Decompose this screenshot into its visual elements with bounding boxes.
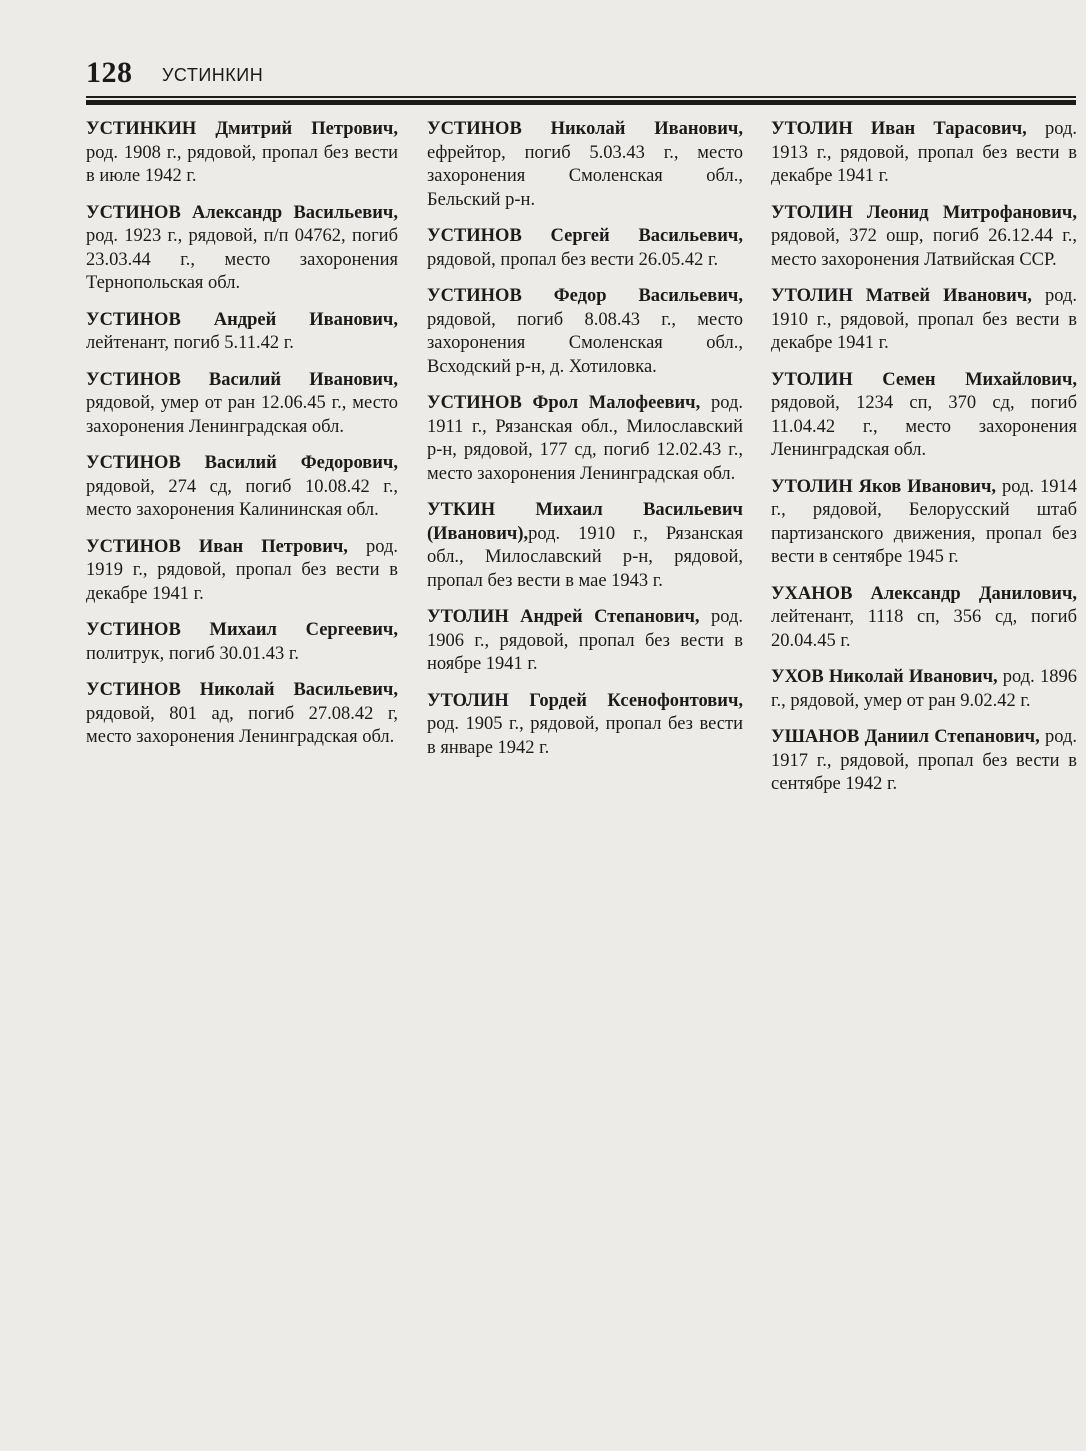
entry-text: род. 1913 г., рядовой, пропал без вести в декабре 1941 г. [771,119,1077,186]
entry [86,619,398,666]
entry-text: род. 1914 г., рядовой, Белорусский штаб партизанского движения, пропал без вести в сентябре 1945 г. [771,476,1077,567]
entry [771,666,1077,713]
entry-name: УХАНОВ Александр Данилович, [771,583,1077,604]
entry [771,285,1077,356]
page-header [86,56,1076,96]
entry-name: УТКИН Михаил Васильевич (Иванович), [427,500,743,544]
entry-name: УСТИНОВ Иван Петрович, [86,536,348,557]
entry-name: УСТИНОВ Федор Васильевич, [427,286,743,306]
entry-text: лейтенант, погиб 5.11.42 г. [86,333,294,353]
entry-text: рядовой, умер от ран 12.06.45 г., место захоронения Ленинградская обл. [86,393,398,437]
entry [86,202,398,296]
entry [427,225,743,272]
entry-name: УСТИНОВ Сергей Васильевич, [427,226,743,246]
entry [771,583,1077,654]
entry [427,499,743,593]
entry-text: род. 1917 г., рядовой, пропал без вести в сентябре 1942 г. [771,727,1077,794]
entry-text: рядовой, пропал без вести 26.05.42 г. [427,249,719,270]
header-rule-thin [86,96,1076,98]
entry [86,452,398,523]
entry-name: УСТИНОВ Андрей Иванович, [86,309,398,330]
entry-text: род. 1911 г., Рязанская обл., Милославский р-н, рядовой, 177 сд, погиб 12.02.43 г., место захоронения Ленинградская обл. [427,393,743,484]
entry [771,369,1077,463]
running-head: УСТИНКИН [162,65,264,85]
entry-name: УСТИНОВ Василий Иванович, [86,369,398,390]
entry [86,536,398,607]
entry-name: УСТИНОВ Николай Иванович, [427,119,743,139]
entry [771,118,1077,189]
entry-text: род. 1896 г., рядовой, умер от ран 9.02.42 г. [771,667,1077,711]
entry [427,118,743,212]
entry-name: УСТИНОВ Михаил Сергеевич, [86,620,398,640]
entry-text: род. 1923 г., рядовой, п/п 04762, погиб 23.03.44 г., место захоронения Тернопольская обл. [86,226,398,293]
header-rule-thick [86,100,1076,105]
entry-name: УСТИНОВ Фрол Малофеевич, [427,393,701,413]
entry-name: УТОЛИН Матвей Иванович, [771,286,1032,306]
entry-name: УТОЛИН Андрей Степанович, [427,607,700,627]
entry-text: рядовой, 372 ошр, погиб 26.12.44 г., место захоронения Латвийская ССР. [771,226,1077,270]
entry [771,202,1077,273]
entry-name: УТОЛИН Яков Иванович, [771,476,997,497]
entry [427,606,743,677]
entry-text: рядовой, 1234 сп, 370 сд, погиб 11.04.42 г., место захоронения Ленинградская обл. [771,393,1077,460]
entry-name: УХОВ Николай Иванович, [771,667,998,687]
entry-name: УСТИНОВ Василий Федорович, [86,453,398,473]
column-1 [86,118,398,763]
entry-name: УШАНОВ Даниил Степанович, [771,727,1040,747]
entry-name: УТОЛИН Гордей Ксенофонтович, [427,690,743,711]
entry-text: рядовой, 274 сд, погиб 10.08.42 г., место захоронения Калининская обл. [86,476,398,520]
entry-text: род. 1919 г., рядовой, пропал без вести в декабре 1941 г. [86,536,398,604]
entry [771,726,1077,797]
entry-text: род. 1905 г., рядовой, пропал без вести в январе 1942 г. [427,714,743,758]
entry-name: УСТИНОВ Александр Васильевич, [86,202,398,223]
entry-name: УСТИНКИН Дмитрий Петрович, [86,119,398,139]
entry-text: политрук, погиб 30.01.43 г. [86,643,300,664]
entry [427,392,743,486]
column-3 [771,118,1077,810]
entry [427,285,743,379]
entry-name: УТОЛИН Семен Михайлович, [771,369,1077,390]
entry [86,309,398,356]
entry [86,679,398,750]
entry-text: рядовой, 801 ад, погиб 27.08.42 г, место захоронения Ленинградская обл. [86,703,398,747]
entry-name: УТОЛИН Леонид Митрофанович, [771,202,1077,223]
entry [86,369,398,440]
entry-text: рядовой, погиб 8.08.43 г., место захоронения Смоленская обл., Всходский р-н, д. Хотиловка. [427,309,743,377]
entry [771,476,1077,570]
entry-text: род. 1908 г., рядовой, пропал без вести в июле 1942 г. [86,142,398,186]
entry-name: УТОЛИН Иван Тарасович, [771,119,1027,139]
entry-name: УСТИНОВ Николай Васильевич, [86,680,398,700]
entry [427,690,743,761]
entry-text: ефрейтор, погиб 5.03.43 г., место захоронения Смоленская обл., Бельский р-н. [427,142,743,210]
entry-text: род. 1910 г., рядовой, пропал без вести в декабре 1941 г. [771,286,1077,353]
entry-text: род. 1906 г., рядовой, пропал без вести в ноябре 1941 г. [427,607,743,674]
page-number: 128 [86,56,133,89]
entry-text: род. 1910 г., Рязанская обл., Милославский р-н, рядовой, пропал без вести в мае 1943 г. [427,523,743,591]
entry [86,118,398,189]
entry-text: лейтенант, 1118 сп, 356 сд, погиб 20.04.45 г. [771,607,1077,651]
column-2 [427,118,743,773]
